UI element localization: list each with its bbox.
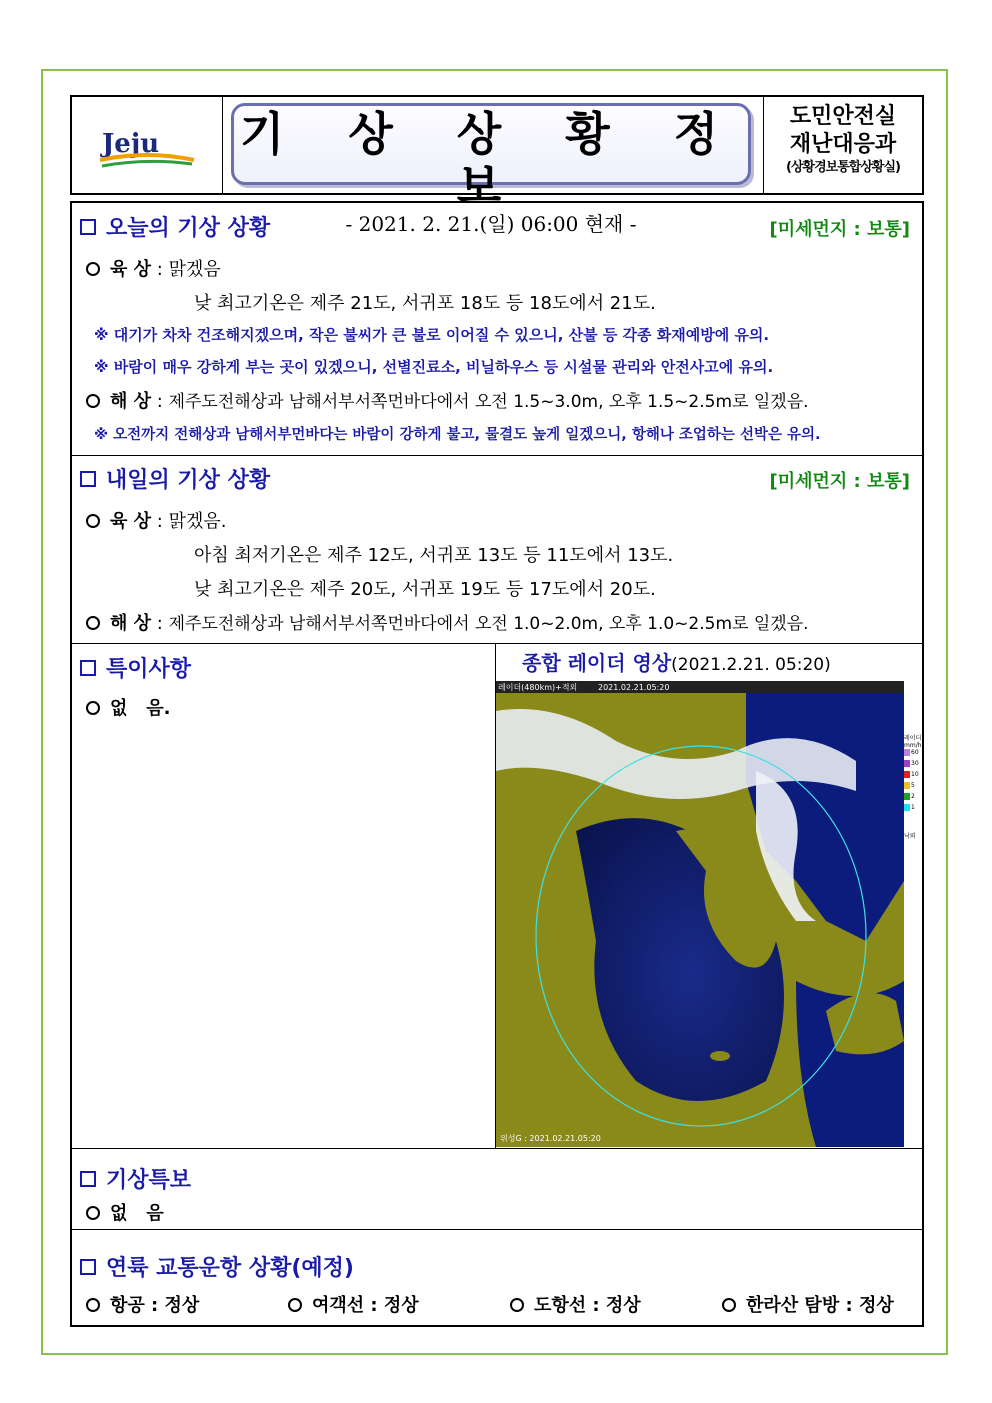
checkbox-icon <box>80 1259 96 1275</box>
today-land-temp: 낮 최고기온은 제주 21도, 서귀포 18도 등 18도에서 21도. <box>194 293 656 314</box>
circle-icon <box>86 701 100 715</box>
traffic-island-ferry: 도항선 : 정상 <box>510 1291 641 1317</box>
circle-icon <box>86 1206 100 1220</box>
warning-section <box>72 1149 922 1230</box>
warning-item: 없 음 <box>86 1199 164 1225</box>
tomorrow-min-temp: 아침 최저기온은 제주 12도, 서귀포 13도 등 11도에서 13도. <box>194 545 674 566</box>
today-dust: [미세먼지 : 보통] <box>769 219 910 240</box>
legend-value-5: 5 <box>904 782 922 789</box>
tomorrow-heading: 내일의 기상 상황 <box>80 463 270 494</box>
checkbox-icon <box>80 219 96 235</box>
radar-bottom-label: 위성G : 2021.02.21.05:20 <box>500 1134 601 1143</box>
tomorrow-land: 육 상 : 맑겠음. <box>86 507 226 533</box>
traffic-heading: 연륙 교통운항 상황(예정) <box>80 1251 354 1282</box>
traffic-hallasan: 한라산 탐방 : 정상 <box>722 1291 894 1317</box>
circle-icon <box>510 1298 524 1312</box>
today-sea: 해 상 : 제주도전해상과 남해서부서쪽먼바다에서 오전 1.5~3.0m, 오후 1.5~2.5m로 일겠음. <box>86 387 809 413</box>
special-heading: 특이사항 <box>80 652 191 683</box>
department <box>763 97 922 193</box>
radar-legend <box>904 733 922 883</box>
radar-top-label: 레이더(480km)+적외 <box>498 683 578 692</box>
checkbox-icon <box>80 1171 96 1187</box>
page-title: 기 상 상 황 정 보 <box>239 107 743 213</box>
dept-line3: (상황경보통합상황실) <box>786 160 900 175</box>
traffic-air: 항공 : 정상 <box>86 1291 199 1317</box>
special-item: 없 음. <box>86 694 170 720</box>
today-heading: 오늘의 기상 상황 <box>80 211 270 242</box>
circle-icon <box>86 394 100 408</box>
legend-value-1: 1 <box>904 804 922 811</box>
today-section <box>72 203 922 456</box>
legend-value-10: 10 <box>904 771 922 778</box>
today-note-sea: ※ 오전까지 전해상과 남해서부먼바다는 바람이 강하게 불고, 물결도 높게 일겠으니, 항해나 조업하는 선박은 유의. <box>94 427 821 443</box>
today-note-fire: ※ 대기가 차차 건조해지겠으며, 작은 불씨가 큰 불로 이어질 수 있으니, 산불 등 각종 화재예방에 유의. <box>94 326 770 344</box>
circle-icon <box>86 262 100 276</box>
logo-text: Jeju <box>102 129 160 159</box>
legend-value-2: 2 <box>904 793 922 800</box>
legend-value-60: 60 <box>904 749 922 756</box>
checkbox-icon <box>80 660 96 676</box>
report-datetime: - 2021. 2. 21.(일) 06:00 현재 - <box>345 212 637 236</box>
report-body <box>70 201 924 1327</box>
legend-title: 레이더 <box>904 735 922 742</box>
tomorrow-sea: 해 상 : 제주도전해상과 남해서부서쪽먼바다에서 오전 1.0~2.0m, 오후 1.0~2.5m로 일겠음. <box>86 609 809 635</box>
legend-lightning: 낙뢰 <box>904 833 916 840</box>
circle-icon <box>722 1298 736 1312</box>
dept-line1: 도민안전실 <box>789 104 897 129</box>
legend-value-30: 30 <box>904 760 922 767</box>
tomorrow-dust: [미세먼지 : 보통] <box>769 471 910 492</box>
circle-icon <box>86 1298 100 1312</box>
legend-unit: mm/h <box>904 742 922 749</box>
today-note-wind: ※ 바람이 매우 강하게 부는 곳이 있겠으니, 선별진료소, 비닐하우스 등 시설물 관리와 안전사고에 유의. <box>94 358 774 376</box>
title-box <box>223 97 763 236</box>
jeju-logo <box>72 97 223 193</box>
checkbox-icon <box>80 471 96 487</box>
circle-icon <box>86 616 100 630</box>
tomorrow-max-temp: 낮 최고기온은 제주 20도, 서귀포 19도 등 17도에서 20도. <box>194 579 656 600</box>
radar-image <box>496 681 904 1147</box>
radar-title: 종합 레이더 영상(2021.2.21. 05:20) <box>522 651 831 675</box>
radar-top-time: 2021.02.21.05:20 <box>598 683 670 692</box>
tomorrow-section <box>72 455 922 644</box>
warning-heading: 기상특보 <box>80 1163 191 1194</box>
circle-icon <box>288 1298 302 1312</box>
dept-line2: 재난대응과 <box>789 132 897 157</box>
traffic-ferry: 여객선 : 정상 <box>288 1291 419 1317</box>
today-land: 육 상 : 맑겠음 <box>86 255 221 281</box>
circle-icon <box>86 514 100 528</box>
